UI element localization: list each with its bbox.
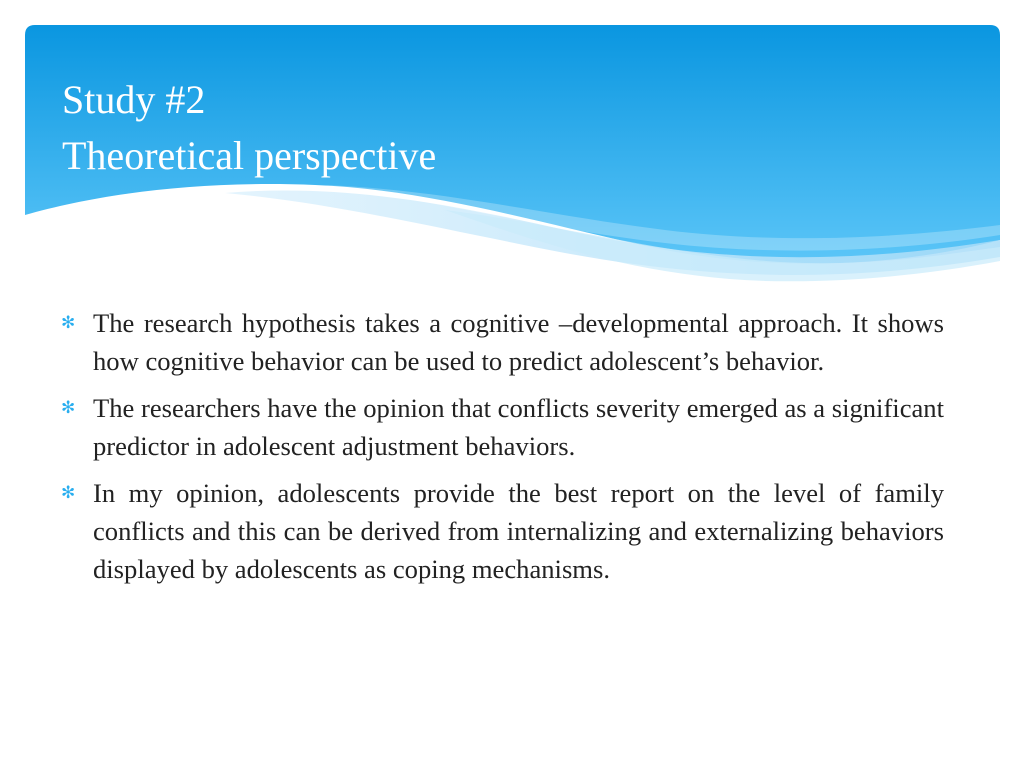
title-line-2: Theoretical perspective xyxy=(62,133,437,178)
bullet-text: The researchers have the opinion that conflicts severity emerged as a significant predictor in adolescent adjustment behaviors. xyxy=(93,393,944,461)
bullet-item xyxy=(58,389,944,465)
bullet-list xyxy=(58,304,944,597)
asterisk-bullet-icon: ✻ xyxy=(61,313,76,333)
bullet-text: In my opinion, adolescents provide the best report on the level of family conflicts and this can be derived from internalizing and externalizing behaviors displayed by adolescents as coping mechanisms. xyxy=(93,478,944,584)
asterisk-bullet-icon: ✻ xyxy=(61,483,76,503)
slide-title xyxy=(62,72,436,184)
title-line-1: Study #2 xyxy=(62,77,206,122)
bullet-item xyxy=(58,304,944,380)
bullet-text: The research hypothesis takes a cognitive –developmental approach. It shows how cognitive behavior can be used to predict adolescent’s behavior. xyxy=(93,308,944,376)
bullet-item xyxy=(58,474,944,588)
asterisk-bullet-icon: ✻ xyxy=(61,398,76,418)
